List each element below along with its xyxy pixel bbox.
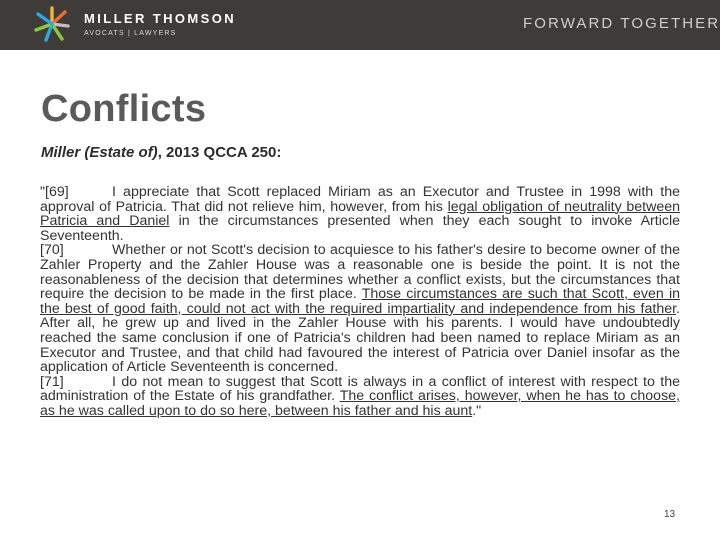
underlined-passage: The conflict arises, however, when he has to choose, as he was called upon to do so here, between his father and his aunt (40, 388, 680, 419)
quotation-block (40, 185, 680, 419)
miller-thomson-star-logo-icon (32, 4, 72, 44)
paragraph-number: "[69] (40, 184, 69, 200)
case-citation (41, 144, 281, 161)
paragraph-71 (40, 375, 680, 419)
brand-subtitle: AVOCATS | LAWYERS (84, 30, 177, 37)
underlined-passage: legal obligation of neutrality between Patricia and Daniel (40, 198, 680, 230)
case-name: Miller (Estate of) (41, 144, 158, 161)
paragraph-text: I appreciate that Scott replaced Miriam as an Executor and Trustee in 1998 with the approval of Patricia. That did not relieve him, however, from his (40, 184, 680, 215)
paragraph-text: ." (472, 402, 482, 419)
brand-name: MILLER THOMSON (84, 11, 237, 26)
paragraph-70 (40, 243, 680, 374)
header-bar (0, 0, 720, 50)
paragraph-text: I do not mean to suggest that Scott is always in a conflict of interest with respect to the administration of the Estate of his grandfather. (40, 373, 680, 405)
page-number: 13 (664, 509, 676, 520)
paragraph-text: . After all, he grew up and lived in the Zahler House with his parents. I would have undoubtedly reached the same conclusion if one of Patricia's children had been named to replace Miriam as an Executor and Trustee, and that child had favoured the interest of Patricia over Daniel insofar as the application of Article Seventeenth is concerned. (40, 300, 680, 376)
paragraph-text: in the circumstances presented when they each sought to invoke Article Seventeenth. (40, 213, 680, 244)
paragraph-text: Whether or not Scott's decision to acquiesce to his father's desire to become owner of the Zahler Property and the Zahler House was a reasonable one is beside the point. It is not the reasonableness of the decision that determines whether a conflict exists, but the circumstances that require the decision to be made in the first place. (40, 242, 680, 303)
paragraph-69 (40, 185, 680, 243)
underlined-passage: Those circumstances are such that Scott, even in the best of good faith, could not act with the required impartiality and independence from his father (40, 286, 680, 317)
tagline: FORWARD TOGETHER (523, 15, 720, 32)
case-citation-text: , 2013 QCCA 250: (157, 144, 282, 161)
paragraph-number: [70] (40, 242, 64, 259)
slide-title: Conflicts (41, 88, 207, 130)
paragraph-number: [71] (40, 373, 64, 390)
